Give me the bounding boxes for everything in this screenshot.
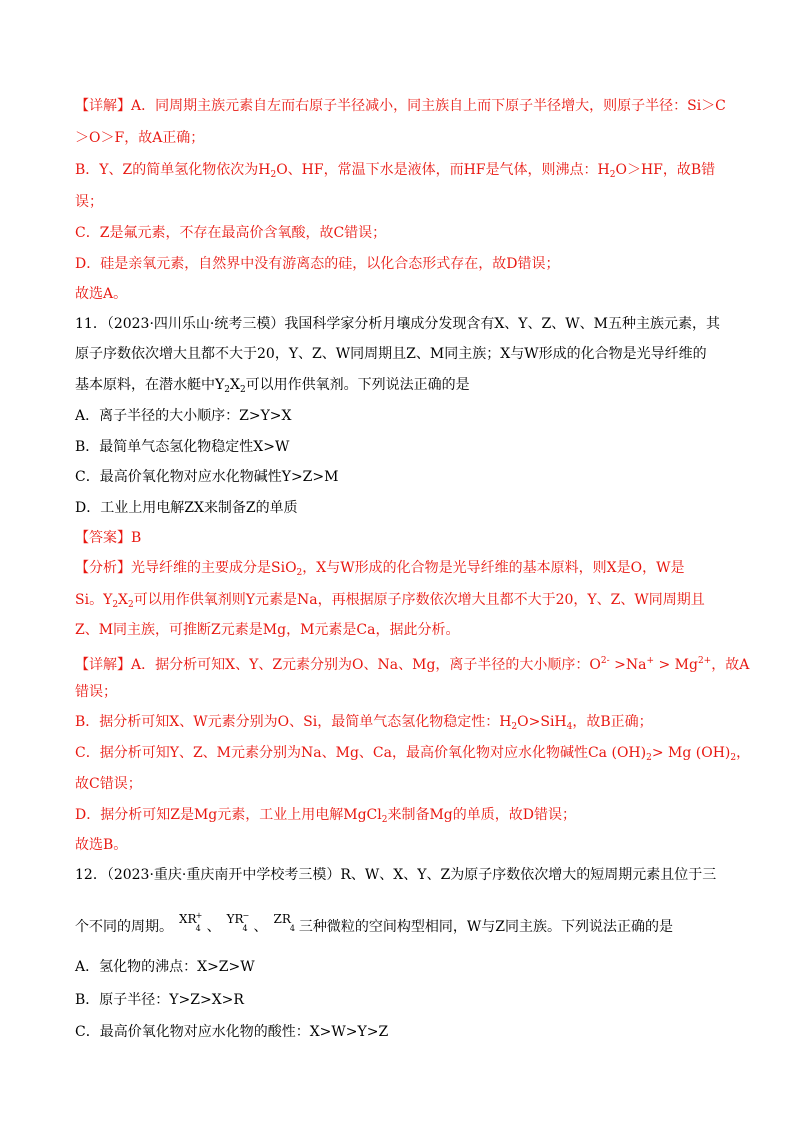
subscript: 2 bbox=[270, 170, 277, 180]
superscript: 2- bbox=[600, 656, 610, 666]
text: O>SiH bbox=[517, 714, 567, 730]
text: 【答案】B bbox=[75, 530, 142, 546]
subscript: 2 bbox=[296, 568, 303, 578]
q11-xiangjie-d bbox=[75, 805, 576, 825]
text: D．硅是亲氧元素，自然界中没有游离态的硅，以化合态形式存在，故D错误； bbox=[75, 256, 560, 272]
q12-option-c bbox=[75, 1022, 388, 1042]
text: Si。Y bbox=[75, 592, 113, 608]
text: ，故B正确； bbox=[572, 714, 653, 730]
text: 个不同的周期。 bbox=[75, 919, 173, 935]
text: 12．（2023·重庆·重庆南开中学校考三模）R、W、X、Y、Z为原子序数依次增大的短周期元素且位于三 bbox=[75, 867, 717, 883]
text: A．氢化物的沸点：X>Z>W bbox=[75, 959, 255, 975]
q11-option-b bbox=[75, 437, 289, 457]
subscript: 2 bbox=[646, 753, 652, 763]
subscript: 2 bbox=[224, 385, 230, 395]
text: >Na bbox=[609, 657, 647, 673]
q11-xiangjie-c-line-2 bbox=[75, 774, 142, 794]
ion-zr4 bbox=[273, 909, 296, 933]
q11-stem-line-1 bbox=[75, 314, 720, 334]
text: D．工业上用电解ZX来制备Z的单质 bbox=[75, 500, 298, 516]
text: 误； bbox=[75, 194, 103, 210]
q11-answer bbox=[75, 528, 141, 548]
q11-analysis-line-1 bbox=[75, 558, 684, 578]
q11-analysis-line-2 bbox=[75, 590, 705, 610]
q10-option-d bbox=[75, 254, 559, 274]
text: ， bbox=[736, 745, 751, 761]
superscript: 2+ bbox=[697, 656, 712, 666]
text: A．离子半径的大小顺序：Z>Y>X bbox=[75, 408, 292, 424]
text: X bbox=[118, 592, 129, 608]
text: 基本原料，在潜水艇中Y bbox=[75, 377, 225, 393]
text: B．据分析可知X、W元素分别为O、Si，最简单气态氢化物稳定性：H bbox=[75, 714, 512, 730]
text: C．据分析可知Y、Z、M元素分别为Na、Mg、Ca，最高价氧化物对应水化物碱性Ca (OH) bbox=[75, 745, 647, 761]
subscript: 2 bbox=[730, 753, 737, 763]
ion-charge: − bbox=[242, 911, 250, 920]
text: X bbox=[229, 377, 240, 393]
ion-subscript: 4 bbox=[289, 924, 296, 933]
text: 【详解】A．同周期主族元素自左而右原子半径减小，同主族自上而下原子半径增大，则原子半径：Si＞C bbox=[75, 98, 726, 114]
text: 【详解】A．据分析可知X、Y、Z元素分别为O、Na、Mg，离子半径的大小顺序：O bbox=[75, 657, 601, 673]
q10-option-c bbox=[75, 223, 386, 243]
text: ，X与W形成的化合物是光导纤维的基本原料，则X是O，W是 bbox=[302, 560, 685, 576]
q11-stem-line-3 bbox=[75, 375, 470, 395]
ion-symbol: ZR bbox=[273, 912, 291, 926]
text: 【分析】光导纤维的主要成分是SiO bbox=[75, 560, 297, 576]
q12-option-b bbox=[75, 990, 244, 1010]
text: C．最高价氧化物对应水化物的酸性：X>W>Y>Z bbox=[75, 1024, 389, 1040]
text: ，故A bbox=[711, 657, 750, 673]
superscript: + bbox=[646, 656, 655, 666]
text: 来制备Mg的单质，故D错误； bbox=[387, 807, 576, 823]
text: B．原子半径：Y>Z>X>R bbox=[75, 992, 244, 1008]
text: 三种微粒的空间构型相同，W与Z同主族。下列说法正确的是 bbox=[298, 919, 674, 935]
text: 11．（2023·四川乐山·统考三模）我国科学家分析月壤成分发现含有X、Y、Z、W、M五种主族元素，其 bbox=[75, 316, 721, 332]
subscript: 4 bbox=[566, 722, 573, 732]
ion-xr4-plus bbox=[179, 909, 203, 933]
text: 错误； bbox=[75, 684, 117, 700]
q10-option-b-line-2 bbox=[75, 192, 103, 212]
q11-choice bbox=[75, 835, 127, 855]
q11-xiangjie-b bbox=[75, 712, 653, 732]
subscript: 2 bbox=[609, 170, 616, 180]
text: 可以用作供氧剂。下列说法正确的是 bbox=[245, 377, 470, 393]
q10-choice bbox=[75, 284, 127, 304]
subscript: 2 bbox=[128, 600, 134, 610]
q11-option-d bbox=[75, 498, 298, 518]
text: C．最高价氧化物对应水化物碱性Y>Z>M bbox=[75, 469, 339, 485]
text: B．Y、Z的简单氢化物依次为H bbox=[75, 162, 271, 178]
q11-stem-line-2 bbox=[75, 344, 707, 364]
q11-xiangjie-a-line-1 bbox=[75, 651, 749, 671]
q11-option-c bbox=[75, 467, 338, 487]
separator: 、 bbox=[206, 919, 221, 935]
text: 原子序数依次增大且都不大于20，Y、Z、W同周期且Z、M同主族；X与W形成的化合物是光导纤维的 bbox=[75, 346, 707, 362]
ion-symbol: YR bbox=[226, 912, 244, 926]
q12-stem-line-2 bbox=[75, 909, 674, 935]
text: 可以用作供氧剂则Y元素是Na，再根据原子序数依次增大且都不大于20，Y、Z、W同周期且 bbox=[133, 592, 705, 608]
text: B．最简单气态氢化物稳定性X>W bbox=[75, 439, 290, 455]
text: C．Z是氟元素，不存在最高价含氧酸，故C错误； bbox=[75, 225, 387, 241]
text: > Mg bbox=[654, 657, 698, 673]
text: 故C错误； bbox=[75, 776, 142, 792]
text: > Mg (OH) bbox=[651, 745, 731, 761]
text: ＞O＞F，故A正确； bbox=[75, 130, 205, 146]
q11-xiangjie-c-line-1 bbox=[75, 743, 750, 763]
q11-analysis-line-3 bbox=[75, 620, 459, 640]
q12-option-a bbox=[75, 957, 255, 977]
q10-xiangjie-line-2 bbox=[75, 128, 204, 148]
ion-subscript: 4 bbox=[242, 924, 248, 933]
q11-xiangjie-a-line-2 bbox=[75, 682, 117, 702]
text: D．据分析可知Z是Mg元素，工业上用电解MgCl bbox=[75, 807, 382, 823]
text: 故选B。 bbox=[75, 837, 128, 853]
ion-yr4-minus bbox=[226, 909, 250, 933]
subscript: 2 bbox=[381, 815, 388, 825]
ion-charge: + bbox=[195, 911, 203, 920]
separator: 、 bbox=[253, 919, 268, 935]
text: Z、M同主族，可推断Z元素是Mg，M元素是Ca，据此分析。 bbox=[75, 622, 460, 638]
ion-subscript: 4 bbox=[195, 924, 201, 933]
text: 故选A。 bbox=[75, 286, 128, 302]
text: O＞HF，故B错 bbox=[615, 162, 716, 178]
q10-xiangjie-line-1 bbox=[75, 96, 726, 116]
q11-option-a bbox=[75, 406, 292, 426]
subscript: 2 bbox=[511, 722, 518, 732]
subscript: 2 bbox=[239, 385, 246, 395]
ion-symbol: XR bbox=[179, 912, 197, 926]
subscript: 2 bbox=[112, 600, 119, 610]
q10-option-b-line-1 bbox=[75, 160, 715, 180]
text: O、HF，常温下水是液体，而HF是气体，则沸点：H bbox=[276, 162, 610, 178]
q12-stem-line-1 bbox=[75, 865, 716, 885]
